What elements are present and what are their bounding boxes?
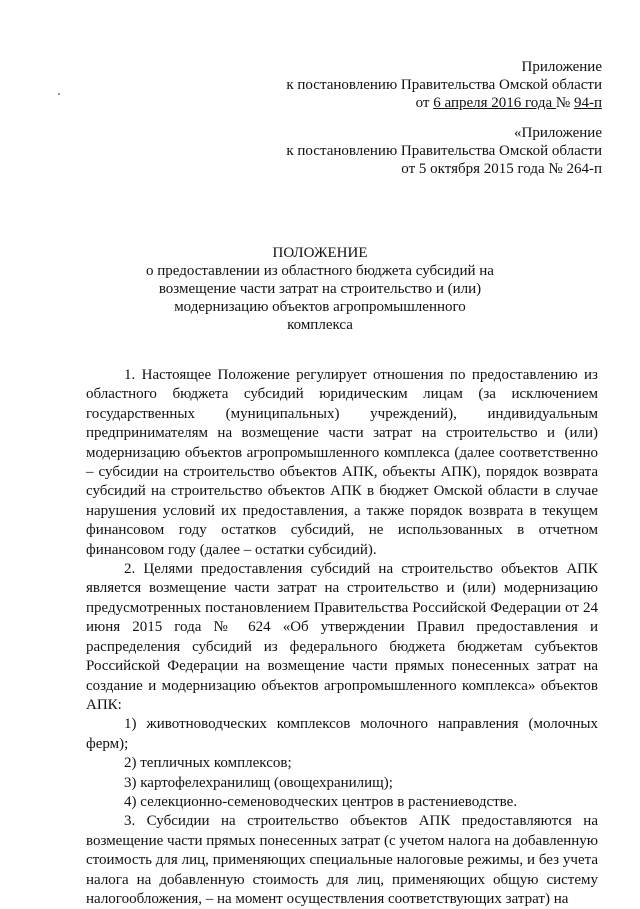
appendix-number: 94-п (573, 95, 602, 111)
list-item: 1) животноводческих комплексов молочного направления (молочных ферм); (86, 716, 598, 752)
list-item: 2) тепличных комплексов; (124, 755, 292, 772)
paragraph-2: 2. Целями предоставления субсидий на строительство объектов АПК является возмещение части затрат на строительство и (или) модернизацию предусмотренных постановлением Правительства Российской Федерации от 24 июня 2015 года № 624 «Об утверждении Правил предоставления и распределения субсидий из федерального бюджета бюджетам субъектов Российской Федерации на возмещение части прямых понесенных затрат на создание и модернизацию объектов агропромышленного комплекса» объектов АПК: (86, 561, 598, 713)
original-appendix-resolution: к постановлению Правительства Омской области (286, 143, 602, 159)
title-line: модернизацию объектов агропромышленного (174, 299, 466, 315)
appendix-date: 6 апреля 2016 года (433, 95, 556, 111)
appendix-label: Приложение (521, 59, 602, 75)
original-appendix-label: «Приложение (513, 125, 602, 141)
paragraph-1: 1. Настоящее Положение регулирует отношения по предоставлению из областного бюджета субсидий юридическим лицам (за исключением государственных (муниципальных) учреждений), индивидуальным предпринимателям на возмещение части затрат на строительство и (или) модернизацию объектов агропромышленного комплекса (далее соответственно – субсидии на строительство объектов АПК, объекты АПК), порядок возврата субсидий на строительство объектов АПК в бюджет Омской области в случае нарушения условий их предоставления, а также порядок возврата в текущем финансовом году остатков субсидий, не использованных в отчетном финансовом году (далее – остатки субсидий). (86, 367, 598, 558)
document-body (86, 366, 598, 909)
document-title (90, 244, 550, 334)
title-line: возмещение части затрат на строительство и (или) (158, 281, 482, 297)
appendix-resolution: к постановлению Правительства Омской области (286, 77, 602, 93)
appendix-date-line: от 6 апреля 2016 года № 94-п (415, 95, 602, 111)
title-line: комплекса (287, 317, 353, 333)
list-item: 3) картофелехранилищ (овощехранилищ); (124, 774, 393, 791)
title-heading: ПОЛОЖЕНИЕ (272, 245, 368, 261)
original-appendix-header (286, 124, 602, 178)
title-line: о предоставлении из областного бюджета субсидий на (146, 263, 494, 279)
list-item: 4) селекционно-семеноводческих центров в растениеводстве. (124, 793, 518, 810)
original-appendix-date: от 5 октября 2015 года № 264-п (401, 161, 602, 177)
appendix-header (286, 58, 602, 112)
paragraph-3: 3. Субсидии на строительство объектов АПК предоставляются на возмещение части прямых понесенных затрат (с учетом налога на добавленную стоимость для лиц, применяющих специальные налоговые режимы, и без учета налога на добавленную стоимость для лиц, применяющих общую систему налогообложения, – на момент осуществления соответствующих затрат) на (86, 813, 598, 907)
scan-speck (58, 93, 60, 95)
